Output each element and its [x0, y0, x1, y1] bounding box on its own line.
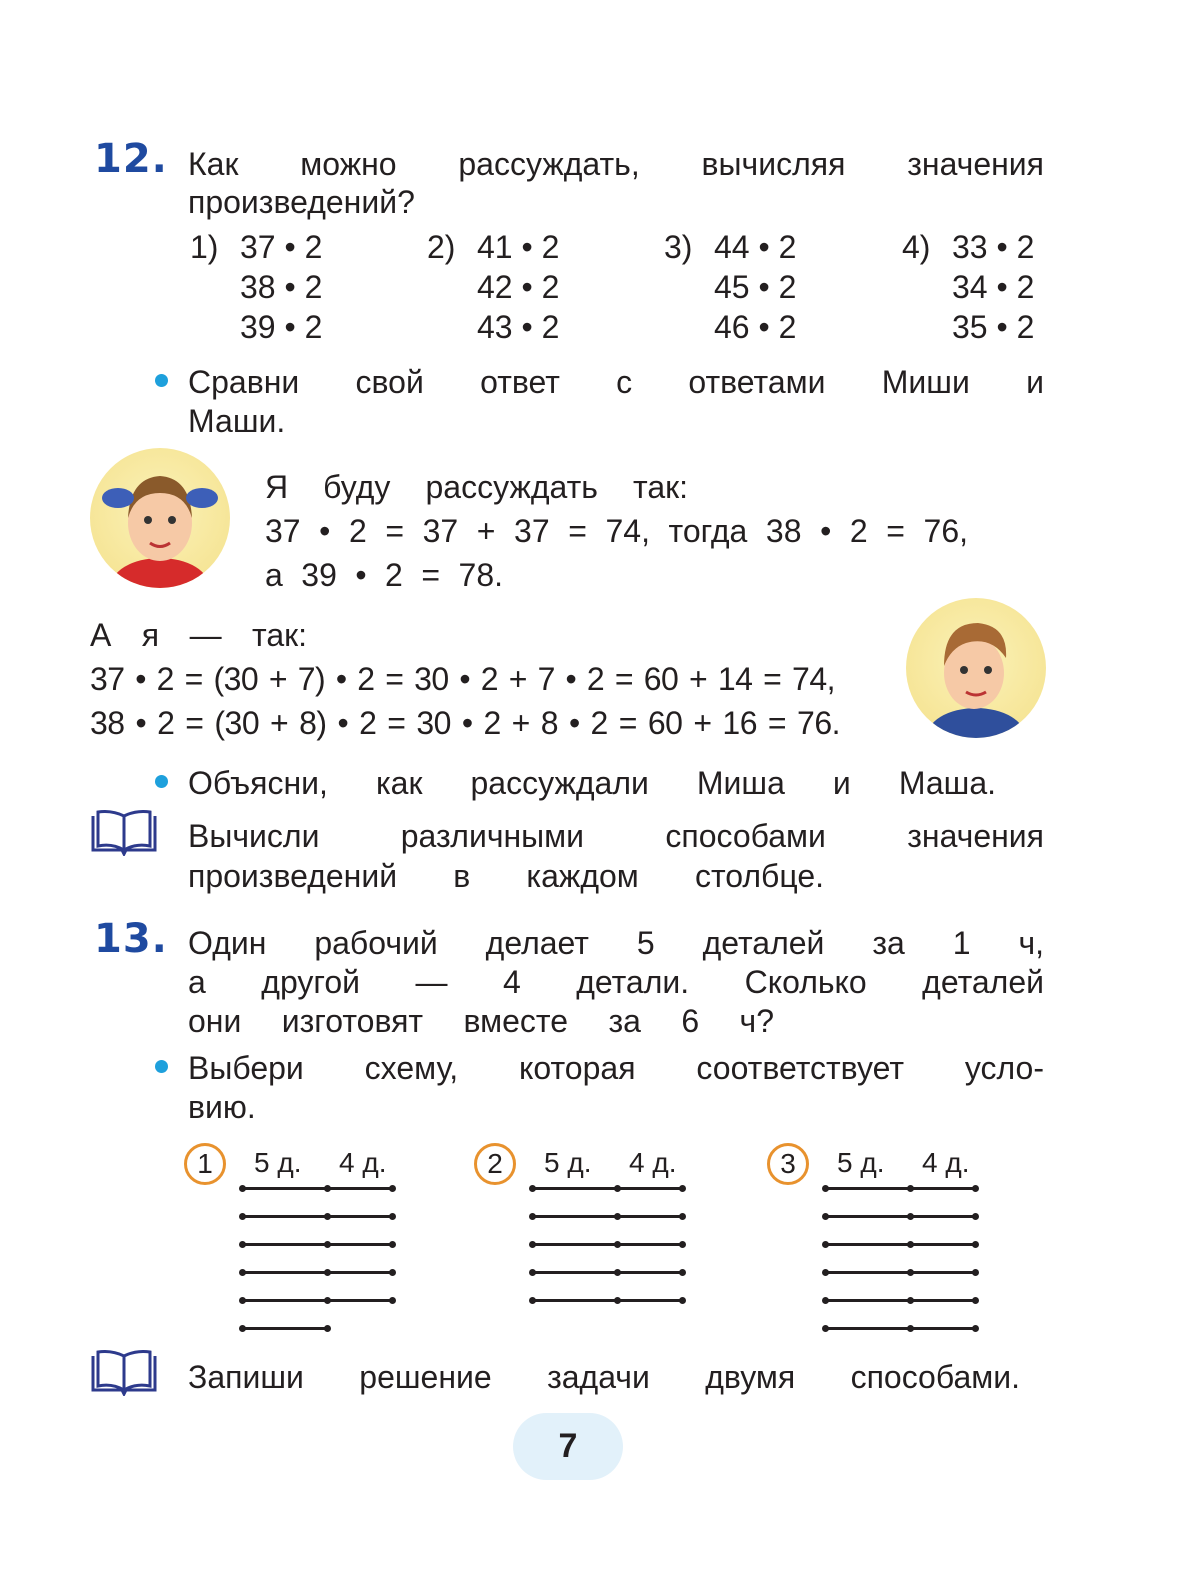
- segment-point: [529, 1241, 536, 1248]
- expression: 35 • 2: [952, 309, 1035, 345]
- segment-point: [907, 1241, 914, 1248]
- segment-row: [532, 1187, 682, 1190]
- compare-line: Сравни свой ответ с ответами Миши и: [188, 364, 1044, 400]
- segment-row: [242, 1271, 392, 1274]
- page-number: 7: [513, 1413, 623, 1480]
- segment-row: [242, 1327, 327, 1330]
- segment-point: [239, 1297, 246, 1304]
- segment-point: [679, 1269, 686, 1276]
- segment-row: [242, 1243, 392, 1246]
- segment-row: [825, 1215, 975, 1218]
- misha-line: 38 • 2 = (30 + 8) • 2 = 30 • 2 + 8 • 2 = 60 + 16 = 76.: [90, 705, 840, 741]
- segment-point: [389, 1269, 396, 1276]
- segment-point: [679, 1213, 686, 1220]
- segment-row: [532, 1271, 682, 1274]
- segment-row: [242, 1215, 392, 1218]
- expression: 37 • 2: [240, 229, 323, 265]
- segment-point: [324, 1185, 331, 1192]
- segment-point: [972, 1241, 979, 1248]
- segment-point: [324, 1297, 331, 1304]
- expression: 39 • 2: [240, 309, 323, 345]
- bullet-icon: [155, 374, 168, 387]
- segment-row: [825, 1327, 975, 1330]
- segment-point: [972, 1297, 979, 1304]
- compare-line: Маши.: [188, 403, 286, 439]
- segment-point: [614, 1297, 621, 1304]
- segment-point: [822, 1185, 829, 1192]
- segment-point: [324, 1241, 331, 1248]
- segment-point: [822, 1297, 829, 1304]
- expression: 41 • 2: [477, 229, 560, 265]
- task-12-number: 12.: [94, 136, 168, 182]
- segment-row: [532, 1215, 682, 1218]
- masha-line: 37 • 2 = 37 + 37 = 74, тогда 38 • 2 = 76,: [265, 513, 968, 549]
- column-label: 3): [664, 229, 693, 265]
- expression: 38 • 2: [240, 269, 323, 305]
- book-icon: [90, 810, 158, 856]
- segment-point: [529, 1269, 536, 1276]
- segment-point: [614, 1269, 621, 1276]
- column-label: 2): [427, 229, 456, 265]
- scheme-number: 1: [184, 1143, 226, 1185]
- segment-point: [529, 1185, 536, 1192]
- segment-point: [389, 1241, 396, 1248]
- segment-label: 4 д.: [922, 1147, 970, 1178]
- compute-line: произведений в каждом столбце.: [188, 858, 824, 894]
- segment-point: [614, 1213, 621, 1220]
- segment-row: [242, 1299, 392, 1302]
- explain-line: Объясни, как рассуждали Миша и Маша.: [188, 765, 996, 801]
- expression: 34 • 2: [952, 269, 1035, 305]
- expression: 33 • 2: [952, 229, 1035, 265]
- segment-point: [529, 1213, 536, 1220]
- column-label: 4): [902, 229, 931, 265]
- segment-label: 5 д.: [837, 1147, 885, 1178]
- choose-line: Выбери схему, которая соответствует усло-: [188, 1050, 1044, 1086]
- segment-point: [972, 1213, 979, 1220]
- masha-line: а 39 • 2 = 78.: [265, 557, 503, 593]
- segment-point: [907, 1213, 914, 1220]
- segment-point: [239, 1185, 246, 1192]
- segment-point: [972, 1185, 979, 1192]
- expression: 42 • 2: [477, 269, 560, 305]
- misha-avatar: [906, 598, 1046, 738]
- masha-avatar: [90, 448, 230, 588]
- expression: 46 • 2: [714, 309, 797, 345]
- task-12-question-line: произведений?: [188, 184, 415, 220]
- bullet-icon: [155, 775, 168, 788]
- segment-point: [239, 1241, 246, 1248]
- task-12-question-line: Как можно рассуждать, вычисляя значения: [188, 146, 1044, 182]
- write-line: Запиши решение задачи двумя способами.: [188, 1359, 1020, 1395]
- segment-point: [972, 1269, 979, 1276]
- segment-point: [822, 1213, 829, 1220]
- scheme-number: 2: [474, 1143, 516, 1185]
- segment-point: [324, 1269, 331, 1276]
- segment-label: 4 д.: [629, 1147, 677, 1178]
- segment-point: [679, 1185, 686, 1192]
- expression: 45 • 2: [714, 269, 797, 305]
- segment-label: 4 д.: [339, 1147, 387, 1178]
- task-13-line: Один рабочий делает 5 деталей за 1 ч,: [188, 925, 1044, 961]
- task-13-line: а другой — 4 детали. Сколько деталей: [188, 964, 1044, 1000]
- segment-point: [907, 1269, 914, 1276]
- segment-point: [614, 1185, 621, 1192]
- segment-row: [532, 1243, 682, 1246]
- segment-row: [825, 1299, 975, 1302]
- segment-row: [242, 1187, 392, 1190]
- segment-point: [239, 1269, 246, 1276]
- segment-point: [822, 1241, 829, 1248]
- misha-line: 37 • 2 = (30 + 7) • 2 = 30 • 2 + 7 • 2 = 60 + 14 = 74,: [90, 661, 835, 697]
- segment-point: [907, 1185, 914, 1192]
- expression: 44 • 2: [714, 229, 797, 265]
- book-icon: [90, 1350, 158, 1396]
- segment-row: [825, 1243, 975, 1246]
- segment-point: [389, 1213, 396, 1220]
- scheme-number: 3: [767, 1143, 809, 1185]
- segment-point: [529, 1297, 536, 1304]
- segment-point: [324, 1213, 331, 1220]
- expression: 43 • 2: [477, 309, 560, 345]
- task-13-line: они изготовят вместе за 6 ч?: [188, 1003, 774, 1039]
- segment-point: [679, 1297, 686, 1304]
- segment-point: [972, 1325, 979, 1332]
- segment-point: [614, 1241, 621, 1248]
- compute-line: Вычисли различными способами значения: [188, 818, 1044, 854]
- task-13-number: 13.: [94, 916, 168, 962]
- misha-line: А я — так:: [90, 617, 307, 653]
- segment-point: [239, 1213, 246, 1220]
- segment-point: [907, 1297, 914, 1304]
- segment-point: [907, 1325, 914, 1332]
- segment-point: [822, 1269, 829, 1276]
- bullet-icon: [155, 1060, 168, 1073]
- column-label: 1): [190, 229, 219, 265]
- segment-label: 5 д.: [544, 1147, 592, 1178]
- segment-point: [389, 1185, 396, 1192]
- segment-point: [389, 1297, 396, 1304]
- segment-row: [532, 1299, 682, 1302]
- segment-point: [239, 1325, 246, 1332]
- segment-row: [825, 1187, 975, 1190]
- segment-point: [679, 1241, 686, 1248]
- segment-point: [822, 1325, 829, 1332]
- segment-row: [825, 1271, 975, 1274]
- segment-point: [324, 1325, 331, 1332]
- masha-line: Я буду рассуждать так:: [265, 469, 688, 505]
- choose-line: вию.: [188, 1089, 256, 1125]
- segment-label: 5 д.: [254, 1147, 302, 1178]
